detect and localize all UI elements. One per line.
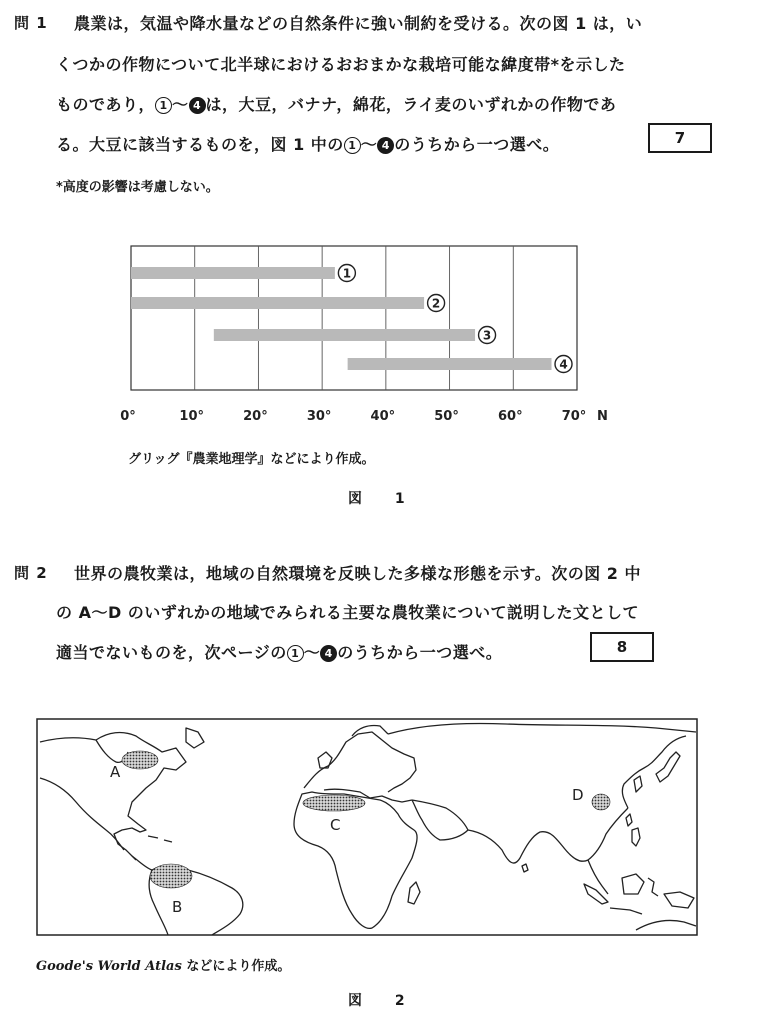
bar-label-1 [338, 265, 355, 282]
latitude-range-bar-4 [348, 358, 552, 370]
bar-label-text: 3 [482, 328, 492, 343]
q1-line3-suffix: は，大豆，バナナ，綿花，ライ麦のいずれかの作物であ [205, 95, 617, 114]
q1-line4-prefix: る。大豆に該当するものを，図 1 中の [56, 135, 344, 154]
figure-2-source [36, 955, 290, 974]
x-tick-label: 30° [306, 409, 332, 424]
region-c-area [303, 795, 365, 811]
question-1-number: 問 1 [14, 14, 48, 32]
q1-text-line-4 [56, 132, 559, 155]
answer-box-7[interactable]: 7 [648, 123, 712, 153]
q1-text-line-3 [56, 92, 616, 115]
circled-4: 4 [320, 645, 337, 662]
region-label-b: B [172, 898, 183, 916]
tilde: 〜 [360, 135, 378, 154]
bar-label-text: 4 [559, 357, 568, 372]
latitude-range-bar-2 [131, 297, 424, 309]
chart-x-ticks [120, 409, 608, 424]
figure-1-caption: 図 1 [348, 491, 419, 507]
circled-4: 4 [377, 137, 394, 154]
figure-1-source: グリッグ『農業地理学』などにより作成。 [128, 452, 375, 467]
q2-text-line-3 [56, 640, 502, 663]
x-tick-label: 10° [179, 409, 205, 424]
region-a-area [122, 751, 158, 769]
circled-1: 1 [155, 97, 172, 114]
x-tick-label: 0° [120, 409, 136, 424]
latitude-range-bar-1 [131, 267, 335, 279]
q1-text-line-1: 農業は，気温や降水量などの自然条件に強い制約を受ける。次の図 1 は，い [74, 14, 643, 33]
x-tick-label: 70° [561, 409, 587, 424]
atlas-title: Goode's World Atlas [36, 959, 182, 974]
q2-text-line-1: 世界の農牧業は，地域の自然環境を反映した多様な形態を示す。次の図 2 中 [74, 564, 641, 583]
region-label-d: D [572, 786, 584, 804]
q2-line3-middle: ，次ページの [188, 643, 287, 662]
tilde: 〜 [172, 95, 189, 114]
tilde: 〜 [303, 643, 321, 662]
figure-2-world-map [36, 718, 698, 936]
x-tick-label: 60° [497, 409, 523, 424]
q1-text-line-2: くつかの作物について北半球におけるおおまかな栽培可能な緯度帯*を示した [56, 55, 626, 74]
q2-line3-suffix: のうちから一つ選べ。 [337, 643, 503, 662]
answer-box-8[interactable]: 8 [590, 632, 654, 662]
chart-bar-labels [338, 265, 572, 373]
bar-label-text: 2 [431, 296, 441, 311]
latitude-range-bar-3 [214, 329, 475, 341]
x-tick-label: 20° [243, 409, 268, 424]
q1-line3-prefix: ものであり， [56, 95, 156, 114]
x-unit-label: N [597, 409, 608, 424]
x-tick-label: 40° [370, 409, 396, 424]
question-2-number: 問 2 [14, 564, 48, 582]
region-b-area [150, 864, 192, 888]
figure-1-chart [110, 236, 620, 436]
circled-1: 1 [344, 137, 361, 154]
circled-1: 1 [287, 645, 304, 662]
q2-text-line-2: の A〜D のいずれかの地域でみられる主要な農牧業について説明した文として [56, 603, 639, 622]
q1-line4-suffix: のうちから一つ選べ。 [394, 135, 560, 154]
bar-label-2 [428, 295, 445, 312]
figure-2-caption: 図 2 [348, 993, 419, 1009]
bar-label-3 [479, 327, 496, 344]
source-suffix: などにより作成。 [181, 959, 291, 974]
region-label-a: A [110, 763, 121, 781]
bar-label-4 [555, 356, 572, 373]
bar-label-text: 1 [342, 266, 352, 281]
region-d-area [592, 794, 610, 810]
region-label-c: C [330, 816, 341, 834]
x-tick-label: 50° [434, 409, 459, 424]
circled-4: 4 [189, 97, 206, 114]
chart-bars [131, 267, 552, 370]
q2-emphasis: 適当でないものを [56, 643, 189, 662]
q1-footnote: *高度の影響は考慮しない。 [56, 180, 219, 195]
